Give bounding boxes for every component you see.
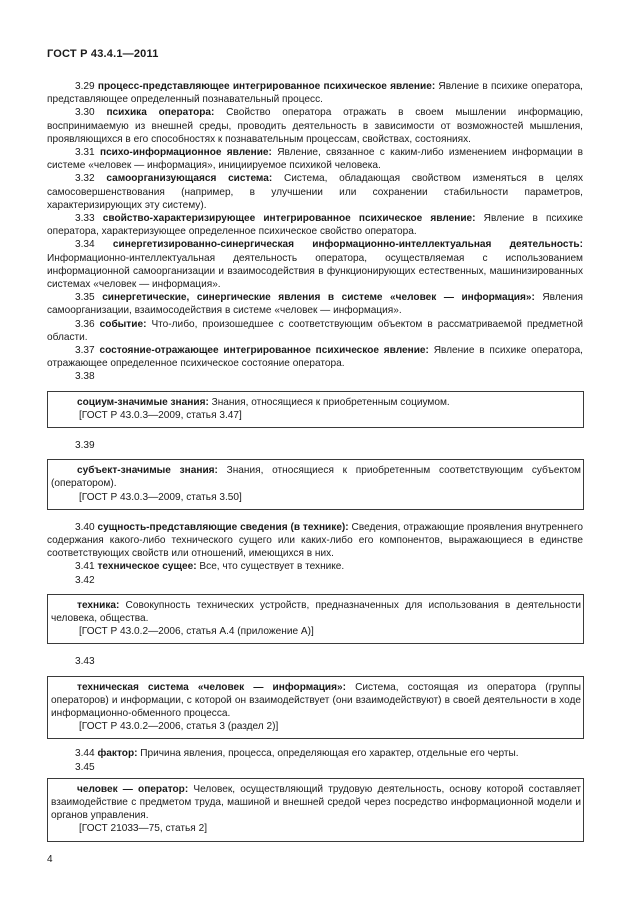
- entry-3-40: [47, 521, 583, 561]
- entry-term: социум-значимые знания:: [77, 396, 209, 408]
- entry-source-reference: [ГОСТ Р 43.0.3—2009, статья 3.50]: [79, 491, 242, 503]
- entry-definition: Явление, связанное с каким-либо изменением информации в системе «человек — информация», инициируемое психикой человека.: [47, 147, 584, 172]
- boxed-entry-3-42: [47, 594, 584, 645]
- entry-number: 3.44: [75, 748, 95, 760]
- entry-3-32: [47, 172, 583, 212]
- boxed-entry-3-38: [47, 391, 584, 428]
- entry-definition: Все, что существует в технике.: [196, 561, 345, 573]
- entry-source-reference: [ГОСТ Р 43.0.2—2006, статья 3 (раздел 2)]: [79, 721, 279, 733]
- document-body: [47, 80, 583, 842]
- entry-number: 3.36: [75, 318, 95, 330]
- entry-term: самоорганизующаяся система:: [106, 173, 273, 185]
- boxed-entry-3-43: [47, 676, 584, 740]
- entry-3-31: [47, 146, 583, 172]
- entry-term: состояние-отражающее интегрированное психическое явление:: [99, 345, 429, 357]
- entry-term: фактор:: [97, 748, 138, 760]
- entry-3-44: [47, 747, 583, 760]
- entry-number: 3.35: [75, 292, 95, 304]
- entry-definition: Явление в психике оператора, представляющее определенный познавательный процесс.: [47, 81, 583, 106]
- entry-number-3-43: 3.43: [75, 656, 95, 668]
- entry-definition: Знания, относящиеся к приобретенным соответствующим субъектом (оператором).: [51, 465, 581, 490]
- entry-number: 3.31: [75, 147, 95, 159]
- entry-source-reference: [ГОСТ Р 43.0.3—2009, статья 3.47]: [79, 409, 242, 421]
- entry-term: техническая система «человек — информация»:: [77, 681, 346, 693]
- entry-term: субъект-значимые знания:: [77, 465, 218, 477]
- entry-definition: Явление в психике оператора, характеризующее определенное психическое свойство оператора.: [47, 213, 583, 238]
- entry-text: [51, 599, 581, 625]
- entry-number: 3.32: [75, 173, 95, 185]
- entry-number-3-45: 3.45: [75, 761, 95, 773]
- entry-source-reference: [ГОСТ Р 43.0.2—2006, статья А.4 (приложение А)]: [79, 626, 314, 638]
- entry-number: 3.33: [75, 213, 95, 225]
- entry-3-36: [47, 318, 583, 344]
- entry-text: [51, 396, 581, 409]
- page-header: ГОСТ Р 43.4.1—2011: [47, 48, 159, 60]
- entry-definition: Совокупность технических устройств, предназначенных для использования в деятельности человека, общества.: [51, 599, 581, 625]
- entry-definition: Знания, относящиеся к приобретенным социумом.: [208, 396, 450, 408]
- entry-term: синергетические, синергические явления в системе «человек — информация»:: [102, 292, 535, 304]
- entry-term: психика оператора:: [106, 107, 215, 119]
- entry-term: психо-информационное явление:: [99, 147, 272, 159]
- entry-definition: Явление в психике оператора, отражающее определенное психическое состояние оператора.: [47, 345, 583, 370]
- entry-definition: Что-либо, произошедшее с соответствующим объектом в рассматриваемой предметной области.: [47, 318, 583, 343]
- entry-number: 3.29: [75, 81, 95, 92]
- boxed-entry-3-39: [47, 459, 584, 510]
- entry-number-3-42: 3.42: [75, 574, 95, 586]
- entry-definition: Сведения, отражающие проявления внутреннего содержания какого-либо технического сущего или каких-либо его компонентов, выражающиеся в единстве соответствующих свойств или отношений, имеющихся в них.: [47, 521, 583, 560]
- entry-definition: Информационно-интеллектуальная деятельность оператора, осуществляемая с использованием информационной самоорганизации и взаимосодействия в функционирующих естественных, машинизированных системах «человек — информация».: [47, 252, 583, 291]
- entry-definition: Явления самоорганизации, взаимосодействия в системе «человек — информация».: [47, 292, 583, 317]
- entry-3-29: [47, 80, 583, 106]
- page-number: 4: [47, 854, 53, 865]
- entry-definition: Свойство оператора отражать в своем мышлении информацию, воспринимаемую из внешней среды, проводить деятельность в зависимости от возможностей мышления, проявляющихся в его способностях к познавательным процессам, свойствах, состояниях.: [47, 107, 583, 145]
- entry-term: человек — оператор:: [77, 783, 189, 795]
- entry-term: процесс-представляющее интегрированное психическое явление:: [97, 81, 436, 92]
- entry-definition: Система, состоящая из оператора (группы операторов) и информации, с которой он взаимодействует (они взаимодействуют) в своей деятельности в ходе информационно-обменного процесса.: [51, 681, 581, 720]
- entry-number: 3.40: [75, 521, 95, 533]
- entry-number: 3.30: [75, 107, 95, 119]
- entry-text: [51, 783, 581, 823]
- entry-3-37: [47, 344, 583, 370]
- entry-number: 3.41: [75, 561, 95, 573]
- entry-definition: Человек, осуществляющий трудовую деятельность, основу которой составляет взаимодействие с предметом труда, машиной и внешней средой через посредство информационной модели и органов управления.: [51, 783, 581, 822]
- entry-term: техническое сущее:: [97, 561, 197, 573]
- entry-definition: Причина явления, процесса, определяющая его характер, отдельные его черты.: [137, 748, 519, 760]
- entry-source-reference: [ГОСТ 21033—75, статья 2]: [79, 823, 207, 835]
- entry-text: [51, 681, 581, 721]
- entry-definition: Система, обладающая свойством изменяться в целях самосовершенствования (например, в улучшении или сохранении стабильности параметров, характеризирующих эту систему).: [47, 173, 583, 211]
- entry-3-35: [47, 291, 583, 317]
- entry-term: свойство-характеризирующее интегрированное психическое явление:: [102, 213, 476, 225]
- entry-number: 3.34: [75, 239, 95, 251]
- entry-3-41: [47, 560, 583, 573]
- entry-number-3-39: 3.39: [75, 440, 95, 452]
- entry-term: техника:: [77, 599, 120, 611]
- boxed-entry-3-45: [47, 778, 584, 842]
- entry-term: событие:: [99, 318, 147, 330]
- entry-term: сущность-представляющие сведения (в технике):: [97, 521, 349, 533]
- entry-term: синергетизированно-синергическая информационно-интеллектуальная деятельность:: [112, 239, 583, 251]
- entry-text: [51, 464, 581, 490]
- entry-3-30: [47, 106, 583, 146]
- entry-3-34: [47, 238, 583, 291]
- entry-3-33: [47, 212, 583, 238]
- entry-number: 3.37: [75, 345, 95, 357]
- entry-number-3-38: 3.38: [75, 371, 95, 383]
